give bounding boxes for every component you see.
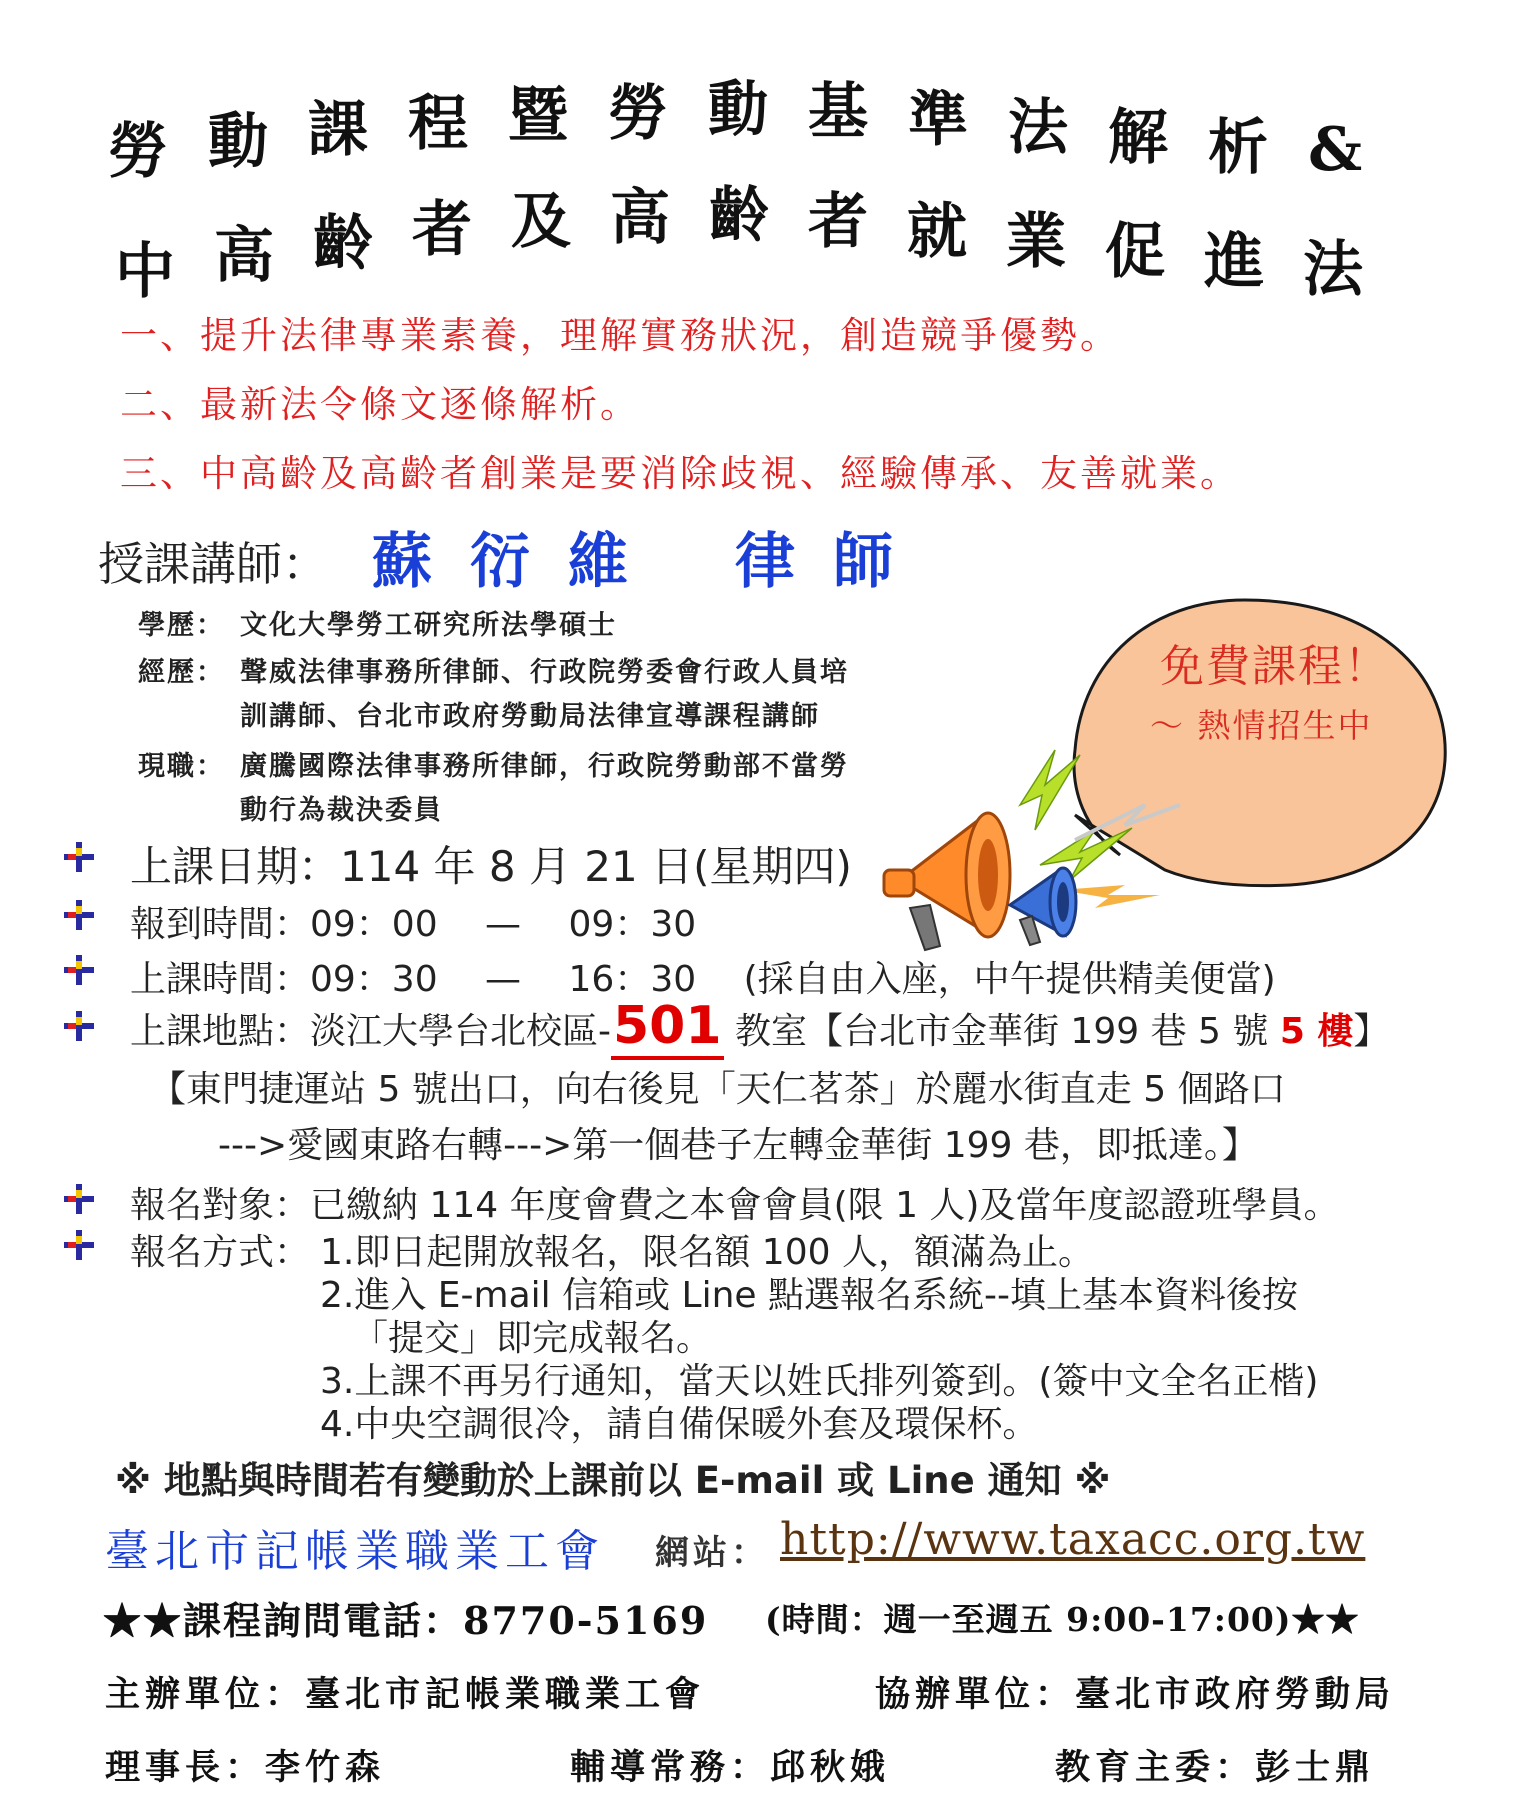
line1-char: 法: [1008, 93, 1068, 163]
experience-line-2: 訓講師、台北市政府勞動局法律宣導課程講師: [240, 701, 820, 732]
line1-char: 暨: [508, 81, 568, 151]
objective-1: 一、提升法律專業素養，理解實務狀況，創造競爭優勢。: [120, 314, 1120, 357]
line1-char: 課: [308, 95, 368, 165]
instructor-label: 授課講師：: [98, 537, 328, 591]
line1-char: &: [1308, 115, 1363, 185]
website-label: 網站：: [655, 1533, 769, 1573]
line2-char: 業: [1006, 207, 1066, 277]
current-line-1: 廣騰國際法律事務所律師，行政院勞動部不當勞: [240, 751, 849, 782]
line1-char: 勞: [108, 117, 168, 187]
title-line-2: [0, 180, 1513, 307]
instructor-title: 律師: [735, 527, 931, 597]
bubble-headline: 免費課程！: [1160, 641, 1390, 692]
directions-line-2: --->愛國東路右轉--->第一個巷子左轉金華街 199 巷，即抵達。】: [218, 1125, 1258, 1166]
registration-target: 報名對象：已繳納 114 年度會費之本會會員(限 1 人)及當年度認證班學員。: [130, 1185, 1340, 1226]
line2-char: 者: [808, 187, 868, 257]
line2-char: 者: [412, 195, 472, 265]
line1-char: 析: [1208, 113, 1268, 183]
union-name: 臺北市記帳業職業工會: [105, 1526, 605, 1577]
current-line-2: 動行為裁決委員: [240, 795, 443, 826]
co-organizer: 協辦單位：臺北市政府勞動局: [875, 1674, 1396, 1715]
megaphone-small-icon: [1010, 868, 1076, 945]
line2-char: 中: [115, 237, 175, 307]
instructor-name: 蘇衍維: [372, 527, 666, 597]
line2-char: 齡: [709, 181, 769, 251]
bullet-cross-icon: [62, 898, 96, 932]
location-end: 】: [1353, 1011, 1390, 1052]
line1-char: 勞: [608, 79, 668, 149]
line1-char: 動: [208, 107, 268, 177]
bullet-cross-icon: [62, 953, 96, 987]
bio-current: [138, 745, 849, 833]
registration-method-label: 報名方式：: [130, 1232, 311, 1273]
line2-char: 高: [214, 221, 274, 291]
line2-char: 及: [511, 187, 571, 257]
location-address: 教室【台北市金華街 199 巷 5 號: [723, 1011, 1280, 1052]
line1-char: 準: [908, 85, 968, 155]
counselor: 輔導常務：邱秋娥: [570, 1747, 891, 1788]
registration-method-2: 2.進入 E-mail 信箱或 Line 點選報名系統--填上基本資料後按: [320, 1275, 1298, 1316]
registration-method-4: 4.中央空調很冷，請自備保暖外套及環保杯。: [320, 1404, 1039, 1445]
education-label: 學歷：: [138, 610, 225, 641]
line2-char: 進: [1204, 227, 1264, 297]
office-hours: (時間：週一至週五 9:00-17:00)★★: [765, 1600, 1360, 1639]
chairman: 理事長：李竹森: [105, 1747, 386, 1788]
experience-line-1: 聲威法律事務所律師、行政院勞委會行政人員培: [240, 657, 849, 688]
floor-number: 5 樓: [1279, 1011, 1354, 1052]
line1-char: 解: [1108, 103, 1168, 173]
directions-line-1: 【東門捷運站 5 號出口，向右後見「天仁茗茶」於麗水街直走 5 個路口: [150, 1069, 1286, 1110]
megaphone-icon: [884, 813, 1010, 950]
change-notice: ※ 地點與時間若有變動於上課前以 E-mail 或 Line 通知 ※: [115, 1459, 1111, 1502]
objective-3: 三、中高齡及高齡者創業是要消除歧視、經驗傳承、友善就業。: [120, 452, 1240, 495]
experience-label: 經歷：: [138, 657, 225, 688]
website-link[interactable]: http://www.taxacc.org.tw: [780, 1514, 1366, 1565]
education-value: 文化大學勞工研究所法學碩士: [240, 610, 617, 641]
line2-char: 就: [907, 197, 967, 267]
location-prefix: 上課地點：淡江大學台北校區-: [130, 1011, 611, 1052]
checkin-time: 報到時間：09：00 — 09：30: [130, 904, 697, 945]
bullet-cross-icon: [62, 1182, 96, 1216]
phone-line: ★★課程詢問電話：8770-5169: [103, 1598, 709, 1643]
education-chair: 教育主委：彭士鼎: [1055, 1747, 1376, 1788]
bio-experience: [138, 651, 849, 739]
title-line-1: [0, 60, 1513, 187]
line2-char: 促: [1105, 217, 1165, 287]
line2-char: 高: [610, 183, 670, 253]
objective-2: 二、最新法令條文逐條解析。: [120, 383, 640, 426]
bullet-cross-icon: [62, 1228, 96, 1262]
line1-char: 基: [808, 77, 868, 147]
registration-method-2-cont: 「提交」即完成報名。: [352, 1318, 713, 1359]
line2-char: 法: [1303, 235, 1363, 305]
bullet-cross-icon: [62, 1009, 96, 1043]
organizer: 主辦單位：臺北市記帳業職業工會: [105, 1674, 706, 1715]
current-label: 現職：: [138, 751, 225, 782]
class-location: [130, 996, 1390, 1056]
line1-char: 動: [708, 75, 768, 145]
registration-method-1: 1.即日起開放報名，限名額 100 人，額滿為止。: [320, 1232, 1094, 1273]
registration-method-3: 3.上課不再另行通知，當天以姓氏排列簽到。(簽中文全名正楷): [320, 1361, 1319, 1402]
bio-education: [138, 604, 617, 648]
line1-char: 程: [408, 89, 468, 159]
class-time: 上課時間：09：30 — 16：30 (採自由入座，中午提供精美便當): [130, 959, 1276, 1000]
bullet-cross-icon: [62, 840, 96, 874]
room-number: 501: [611, 996, 724, 1060]
class-date: 上課日期：114 年 8 月 21 日(星期四): [130, 842, 852, 891]
bubble-subtext: ～ 熱情招生中: [1150, 706, 1373, 745]
line2-char: 齡: [313, 209, 373, 279]
